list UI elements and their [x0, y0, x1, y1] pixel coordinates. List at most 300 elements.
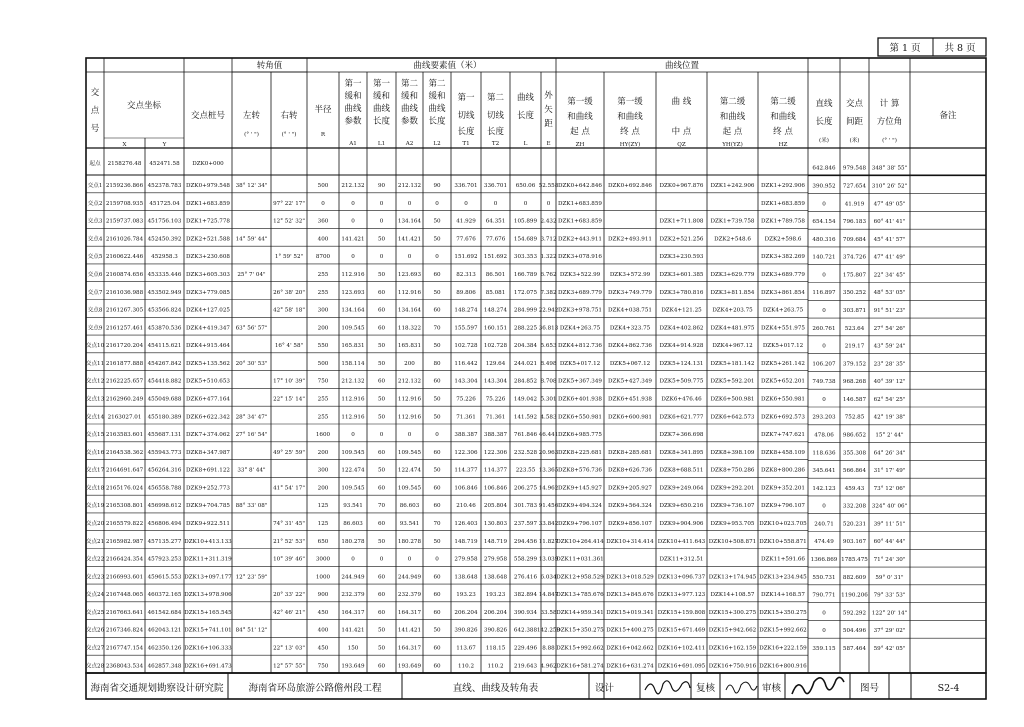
- pi-distance: 566.864: [842, 468, 867, 475]
- cell-r: 360: [317, 218, 329, 225]
- cell-jd: 交点9: [87, 325, 103, 332]
- cell-hy: DZK4+038.751: [608, 307, 652, 314]
- header-a2: 缓和: [400, 91, 419, 102]
- cell-y: 451725.04: [149, 200, 180, 207]
- azimuth: 43° 59' 24": [873, 343, 906, 350]
- line-length: 345.641: [812, 468, 836, 475]
- cell-st: DZK2+521.588: [186, 236, 230, 243]
- cell-l: 149.042: [513, 396, 538, 403]
- cell-jd: 交点5: [87, 254, 103, 261]
- cell-a2: 109.545: [397, 449, 422, 456]
- cell-t2: 75.226: [485, 396, 506, 403]
- cell-yh: DZK8+398.109: [710, 449, 755, 456]
- cell-st: DZK4+127.025: [186, 307, 230, 314]
- cell-a2: 244.949: [397, 574, 422, 581]
- cell-yh: DZK3+811.854: [710, 289, 755, 296]
- cell-jd: 交点4: [87, 236, 103, 243]
- cell-left: 20° 30' 53": [235, 360, 268, 367]
- cell-a1: 112.916: [341, 414, 365, 421]
- header-l1: 缓和: [372, 91, 391, 102]
- cell-st: DZK1+725.778: [186, 218, 230, 225]
- line-length: 654.154: [812, 219, 836, 226]
- cell-hy: DZK16+042.662: [606, 645, 654, 652]
- cell-right: 16° 4' 58": [274, 343, 304, 350]
- cell-r: 200: [317, 485, 329, 492]
- cell-st: DZK13+097.177: [184, 574, 232, 581]
- cell-jd: 交点15: [85, 432, 105, 439]
- cell-jd: 交点2: [87, 200, 103, 207]
- cell-a1: 164.317: [341, 609, 365, 616]
- cell-jd: 交点6: [87, 272, 103, 279]
- line-length: 142.123: [812, 485, 836, 492]
- cell-r: 200: [317, 325, 329, 332]
- cell-r: 255: [317, 414, 329, 421]
- cell-yh: DZK6+500.981: [710, 396, 755, 403]
- cell-x: 2165308.801: [105, 503, 144, 510]
- header-ext: 矢: [544, 105, 553, 115]
- cell-qz: DZK4+914.928: [659, 343, 704, 350]
- cell-l1: 50: [377, 467, 386, 474]
- cell-hz: DZK8+458.109: [761, 449, 805, 456]
- cell-a2: 134.164: [397, 307, 422, 314]
- cell-y: 452450.392: [147, 236, 182, 243]
- header-hy: 终 点: [620, 127, 640, 137]
- cell-t1: 388.387: [454, 432, 478, 439]
- cell-zh: DZK2+443.911: [558, 236, 602, 243]
- cell-jd: 交点19: [85, 503, 105, 510]
- cell-yh: DZK1+242.906: [710, 183, 755, 190]
- cell-r: 400: [317, 627, 329, 634]
- cell-t1: 279.958: [454, 556, 478, 563]
- cell-jd: 交点24: [85, 592, 105, 599]
- line-length: 478.06: [814, 432, 834, 439]
- header-x: X: [122, 142, 127, 148]
- cell-right: 20° 33' 22": [273, 592, 305, 599]
- cell-l1: 50: [377, 538, 386, 545]
- cell-e: 6.034: [540, 574, 557, 581]
- cell-a1: 123.693: [341, 289, 365, 296]
- cell-qz: DZK9+904.906: [659, 521, 704, 528]
- cell-t1: 143.304: [454, 378, 478, 385]
- cell-left: 28° 34' 47": [235, 414, 268, 421]
- cell-qz: DZK2+521.256: [659, 236, 704, 243]
- cell-e: 1.322: [540, 254, 557, 261]
- cell-st: DZK16+691.473: [184, 663, 232, 670]
- cell-st: DZK8+691.122: [186, 467, 230, 474]
- cell-hz: DZK5+652.201: [761, 378, 805, 385]
- header-qz: 中 点: [671, 127, 692, 137]
- cell-hz: DZK9+796.107: [761, 503, 805, 510]
- header-ext: 距: [544, 119, 553, 129]
- cell-t1: 116.442: [454, 360, 478, 367]
- cell-jd: 交点20: [85, 521, 105, 528]
- line-length: 0: [822, 396, 826, 403]
- cell-a1: 180.278: [341, 538, 365, 545]
- cell-l2: 70: [433, 325, 441, 332]
- cell-a1: 165.831: [341, 343, 365, 350]
- header-a1-sym: A1: [349, 141, 357, 147]
- header-jd: 点: [90, 106, 100, 116]
- header-line-len: 直线: [815, 99, 833, 109]
- cell-jd: 交点28: [85, 663, 105, 670]
- cell-r: 650: [317, 538, 329, 545]
- cell-r: 300: [317, 467, 329, 474]
- cell-l2: 0: [435, 254, 439, 261]
- header-unit-m: (米): [819, 138, 829, 144]
- cell-yh: DZK8+750.286: [710, 467, 755, 474]
- azimuth: 62° 54' 25": [873, 396, 906, 403]
- cell-a2: 193.649: [397, 663, 422, 670]
- table-title: 直线、曲线及转角表: [452, 683, 539, 694]
- cell-e: 7.382: [540, 289, 557, 296]
- cell-e: 52.558: [538, 183, 559, 190]
- cell-l1: 50: [377, 343, 386, 350]
- cell-hz: DZK15+992.662: [759, 627, 807, 634]
- cell-a1: 93.541: [343, 503, 363, 510]
- cell-t2: 193.23: [485, 592, 506, 599]
- cell-l2: 60: [433, 378, 441, 385]
- cell-l1: 60: [377, 574, 386, 581]
- cell-x: 2161026.784: [105, 236, 144, 243]
- cell-a1: 158.114: [341, 360, 365, 367]
- azimuth: 40° 39' 12": [873, 379, 906, 386]
- header-l2: 第二: [428, 79, 446, 89]
- cell-st: DZK5+510.653: [186, 378, 230, 385]
- cell-l2: 50: [433, 236, 441, 243]
- header-a1: 第一: [344, 79, 362, 89]
- pi-distance: 504.496: [842, 628, 867, 635]
- cell-hy: DZK10+314.414: [606, 538, 654, 545]
- cell-y: 452378.783: [147, 183, 182, 190]
- cell-a2: 123.693: [397, 272, 422, 279]
- cell-a2: 212.132: [397, 183, 422, 190]
- cell-y: 453335.446: [147, 272, 182, 279]
- start-label: 起点: [89, 161, 101, 167]
- cell-l2: 60: [433, 307, 441, 314]
- cell-t1: 210.46: [456, 503, 476, 510]
- cell-a1: 0: [351, 254, 355, 261]
- cell-a2: 141.421: [397, 627, 422, 634]
- cell-l: 219.643: [513, 663, 538, 670]
- cell-a1: 112.916: [341, 396, 365, 403]
- header-qz: 曲 线: [671, 97, 692, 107]
- cell-a1: 109.545: [341, 325, 365, 332]
- pi-distance: 41.919: [844, 201, 865, 208]
- cell-jd: 交点1: [87, 183, 103, 190]
- fig-no: S2-4: [937, 683, 960, 694]
- cell-t2: 110.2: [487, 663, 504, 670]
- cell-r: 750: [317, 378, 329, 385]
- cell-r: 0: [321, 200, 325, 207]
- cell-hy: DZK3+572.99: [609, 272, 651, 279]
- cell-y: 455943.773: [147, 449, 182, 456]
- cell-l2: 50: [433, 218, 441, 225]
- cell-left: 38° 12' 34": [235, 183, 268, 190]
- cell-st: DZK8+347.987: [186, 449, 230, 456]
- header-l2-sym: L2: [433, 141, 441, 147]
- azimuth: 27° 54' 26": [873, 325, 906, 332]
- cell-y: 460372.165: [147, 592, 182, 599]
- cell-l1: 60: [377, 289, 386, 296]
- cell-t2: 206.204: [483, 609, 508, 616]
- cell-t2: 129.64: [485, 360, 506, 367]
- cell-l: 223.55: [515, 467, 536, 474]
- cell-l: 232.528: [513, 449, 538, 456]
- cell-t2: 390.826: [483, 627, 508, 634]
- review-label: 复核: [695, 683, 716, 694]
- cell-e: 4.962: [540, 663, 557, 670]
- cell-l: 558.299: [513, 556, 538, 563]
- cell-t1: 151.692: [454, 254, 478, 261]
- header-l1: 曲线: [372, 104, 391, 114]
- cell-t2: 138.648: [483, 574, 508, 581]
- cell-r: 3000: [315, 556, 331, 563]
- cell-l2: 50: [433, 414, 441, 421]
- cell-hz: DZK6+550.981: [761, 396, 805, 403]
- cell-right: 26° 38' 20": [273, 289, 305, 296]
- header-l2: 曲线: [428, 104, 446, 114]
- cell-t2: 71.361: [485, 414, 506, 421]
- cell-l1: 60: [377, 307, 386, 314]
- header-a2-sym: A2: [405, 141, 414, 147]
- header-l1-sym: L1: [377, 141, 386, 147]
- cell-yh: DZK4+203.75: [712, 307, 753, 314]
- cell-x: 2162225.657: [105, 378, 144, 385]
- cell-l2: 60: [433, 503, 441, 510]
- cell-hz: DZK7+747.621: [761, 432, 805, 439]
- cell-right: 12° 52' 32": [273, 218, 305, 225]
- cell-jd: 交点22: [85, 556, 105, 563]
- header-curve-pos: 曲线位置: [664, 61, 700, 71]
- cell-qz: DZK13+977.123: [657, 592, 706, 599]
- cell-t2: 85.081: [485, 289, 506, 296]
- cell-t1: 41.929: [456, 218, 476, 225]
- azimuth: 31° 17' 49": [873, 468, 906, 475]
- cell-y: 453502.949: [147, 289, 182, 296]
- cell-zh: DZK8+225.681: [558, 449, 602, 456]
- azimuth: 91° 51' 23": [873, 308, 906, 315]
- cell-jd: 交点13: [85, 396, 105, 403]
- cell-st: DZK10+413.133: [184, 538, 232, 545]
- cell-a2: 212.132: [397, 378, 422, 385]
- cell-yh: DZK15+300.275: [708, 609, 757, 616]
- cell-st: DZK9+922.511: [186, 521, 230, 528]
- cell-left: 88° 33' 08": [235, 503, 268, 510]
- cell-right: 49° 25' 59": [273, 449, 305, 456]
- line-length: 0: [822, 628, 826, 635]
- pi-distance: 146.587: [842, 396, 867, 403]
- cell-l2: 60: [433, 592, 441, 599]
- cell-x: 2160874.656: [105, 272, 144, 279]
- cell-qz: DZK8+341.895: [659, 449, 704, 456]
- cell-a1: 193.649: [341, 663, 365, 670]
- cell-l2: 60: [433, 449, 441, 456]
- pi-distance: 592.292: [842, 610, 867, 617]
- cell-l: 301.783: [513, 503, 538, 510]
- cell-right: 41° 54' 17": [273, 485, 305, 492]
- cell-st: DZK4+915.464: [186, 343, 230, 350]
- cell-a2: 0: [407, 556, 412, 563]
- cell-e: 5.653: [540, 343, 557, 350]
- header-t2-sym: T2: [491, 141, 500, 147]
- cell-l2: 60: [433, 663, 441, 670]
- line-length: 140.721: [812, 254, 836, 261]
- cell-right: 17° 10' 39": [273, 378, 305, 385]
- cell-hy: DZK16+631.274: [606, 663, 654, 670]
- cell-r: 450: [317, 645, 329, 652]
- line-length: 293.203: [812, 414, 836, 421]
- cell-t1: 110.2: [457, 663, 475, 670]
- cell-y: 455049.688: [147, 396, 182, 403]
- pi-distance: 709.684: [842, 236, 867, 243]
- cell-l: 105.899: [513, 218, 538, 225]
- cell-jd: 交点10: [85, 343, 105, 350]
- header-t1: 长度: [457, 127, 475, 137]
- header-zh: 和曲线: [567, 112, 593, 122]
- table-header: [91, 60, 957, 148]
- cell-l2: 60: [433, 645, 441, 652]
- cell-t2: 205.804: [483, 503, 508, 510]
- cell-hz: DZK6+692.573: [761, 414, 805, 421]
- cell-x: 2159236.866: [105, 183, 144, 190]
- cell-x: 2164538.362: [105, 449, 144, 456]
- cell-hz: DZK9+352.201: [761, 485, 805, 492]
- header-hz: 第二缓: [770, 97, 796, 107]
- header-l1: 第一: [372, 79, 391, 89]
- cell-t1: 106.846: [454, 485, 478, 492]
- cell-a2: 165.831: [397, 343, 422, 350]
- cell-hy: DZK8+626.736: [608, 467, 652, 474]
- cell-x: 2368043.534: [105, 663, 144, 670]
- cell-l: 229.496: [513, 645, 538, 652]
- cell-qz: DZK3+780.816: [659, 289, 704, 296]
- cell-l2: 60: [433, 574, 441, 581]
- azimuth: 324° 40' 06": [871, 503, 908, 510]
- page-counter: [878, 38, 986, 56]
- cell-a1: 109.545: [341, 449, 365, 456]
- header-hz-sym: HZ: [778, 142, 788, 148]
- header-hz: 和曲线: [770, 112, 796, 122]
- cell-l: 761.846: [513, 432, 538, 439]
- header-hy: 第一缓: [617, 97, 643, 107]
- cell-hy: DZK8+285.681: [608, 449, 652, 456]
- cell-l: 0: [523, 200, 528, 207]
- cell-yh: DZK5+592.201: [710, 378, 755, 385]
- cell-t2: 114.377: [483, 467, 508, 474]
- header-hy-sym: HY(ZY): [619, 142, 641, 148]
- cell-l1: 0: [379, 254, 384, 261]
- cell-left: 14° 59' 44": [235, 236, 268, 243]
- cell-hz: DZK3+382.269: [761, 254, 805, 261]
- cell-t1: 148.274: [454, 307, 478, 314]
- cell-yh: DZK15+942.662: [708, 627, 757, 634]
- pi-distance: 882.609: [842, 574, 867, 581]
- cell-l: 642.388: [513, 627, 538, 634]
- pi-distance: 1785.475: [841, 557, 868, 564]
- cell-l1: 0: [379, 218, 384, 225]
- cell-l: 303.353: [513, 254, 538, 261]
- pi-distance: 796.183: [842, 219, 867, 226]
- cell-r: 300: [317, 307, 329, 314]
- audit-label: 审核: [761, 683, 782, 694]
- cell-x: 2167747.154: [105, 645, 144, 652]
- cell-yh: DZK4+967.12: [712, 343, 753, 350]
- header-E: E: [546, 141, 551, 147]
- cell-l: 244.021: [513, 360, 538, 367]
- cell-x: 2159737.083: [105, 218, 144, 225]
- cell-hy: DZK5+067.12: [609, 360, 651, 367]
- cell-left: 27° 16' 54": [235, 432, 268, 439]
- page-number: 第 1 页: [889, 43, 921, 54]
- cell-l2: 50: [433, 467, 441, 474]
- cell-t2: 122.306: [483, 449, 508, 456]
- cell-a2: 232.379: [397, 592, 422, 599]
- cell-l1: 60: [377, 609, 386, 616]
- cell-l2: 50: [433, 289, 441, 296]
- cell-l1: 50: [377, 360, 386, 367]
- pi-distance: 379.152: [842, 361, 867, 368]
- cell-l1: 60: [377, 521, 386, 528]
- cell-y: 462857.348: [147, 663, 182, 670]
- cell-l1: 60: [377, 485, 386, 492]
- cell-a1: 244.949: [341, 574, 365, 581]
- azimuth: 15° 2' 44": [875, 432, 904, 439]
- header-remark: 备注: [939, 111, 957, 121]
- cell-y: 452958.3: [151, 254, 178, 261]
- cell-yh: DZK5+181.142: [710, 360, 755, 367]
- cell-x: 2167346.824: [105, 627, 144, 634]
- cell-l2: 60: [433, 609, 441, 616]
- header-curve-elems: 曲线要素值（米）: [413, 61, 482, 71]
- line-length: 550.731: [812, 574, 836, 581]
- pi-distance: 752.85: [844, 414, 865, 421]
- line-length: 0: [822, 343, 826, 350]
- cell-e: 0: [546, 200, 551, 207]
- cell-y: 454115.621: [147, 343, 182, 350]
- cell-st: DZK6+477.164: [186, 396, 230, 403]
- azimuth: 64° 26' 34": [873, 450, 906, 457]
- cell-x: 2161267.305: [105, 307, 144, 314]
- line-length: 480.316: [812, 236, 836, 243]
- cell-l2: 50: [433, 343, 441, 350]
- cell-hz: DZK1+292.906: [761, 183, 805, 190]
- cell-r: 550: [317, 343, 329, 350]
- cell-right: 22° 13' 03": [273, 645, 305, 652]
- header-a1: 曲线: [344, 104, 362, 114]
- cell-l2: 0: [435, 200, 439, 207]
- cell-zh: DZK6+985.775: [558, 432, 602, 439]
- cell-t2: 0: [493, 200, 498, 207]
- cell-a2: 93.541: [399, 521, 420, 528]
- cell-l2: 0: [435, 556, 439, 563]
- cell-r: 900: [317, 592, 329, 599]
- project-name: 海南省环岛旅游公路儋州段工程: [248, 683, 382, 694]
- line-length: 790.771: [812, 592, 836, 599]
- cell-hz: DZK16+800.916: [759, 663, 807, 670]
- cell-e: 4.583: [540, 414, 557, 421]
- cell-hz: DZK16+222.159: [759, 645, 807, 652]
- cell-a1: 212.132: [341, 378, 365, 385]
- cell-hy: DZK9+564.324: [608, 503, 652, 510]
- cell-r: 8700: [315, 254, 331, 261]
- cell-l2: 80: [433, 360, 441, 367]
- cell-a1: 232.379: [341, 592, 365, 599]
- header-unit: (° ' "): [281, 132, 297, 138]
- cell-a1: 0: [351, 556, 355, 563]
- cell-st: DZK11+311.319: [184, 556, 232, 563]
- cell-y: 457923.253: [147, 556, 182, 563]
- cell-x: 2163027.01: [107, 414, 142, 421]
